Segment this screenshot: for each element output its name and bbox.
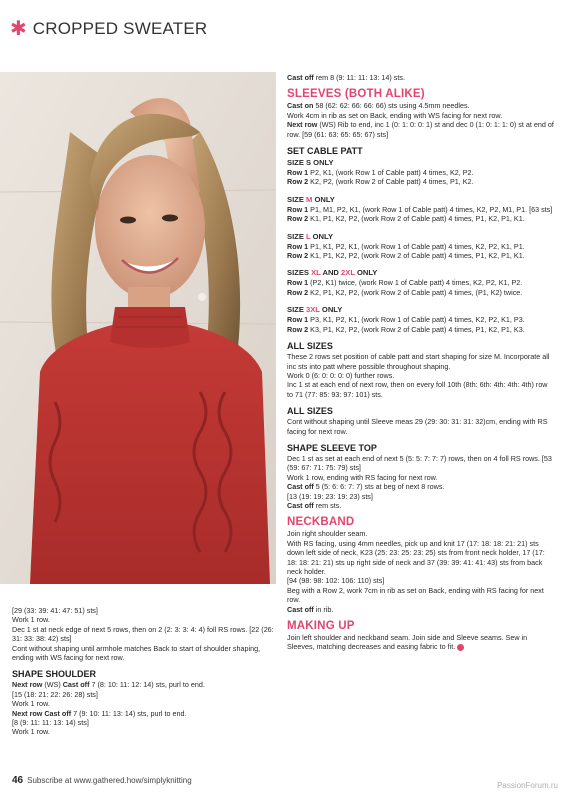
text-line: These 2 rows set position of cable patt and start shaping for size M. Incorporate all inc sts into patt where possible throughout shaping. [287, 352, 550, 371]
text-line: Row 1 P1, K1, P2, K1, (work Row 1 of Cable patt) 4 times, K2, P2, K1, P1. [287, 241, 525, 251]
text-line: Cast off rem sts. [287, 500, 342, 510]
shape-shoulder-heading: SHAPE SHOULDER [12, 669, 97, 680]
text-line: [29 (33: 39: 41: 47: 51) sts] [12, 606, 98, 615]
watermark: PassionForum.ru [497, 781, 558, 790]
text-line: Inc 1 st at each end of next row, then on every foll 10th (8th: 6th: 4th: 4th: 4th) row to 71 (77: 85: 93: 97: 101) sts. [287, 380, 548, 399]
text-line: Row 2 K3, P1, K2, P2, (work Row 2 of Cable patt) 4 times, P1, K2, P1, K3. [287, 324, 525, 334]
text-line: Beg with a Row 2, work 7cm in rib as set on Back, ending with RS facing for next row. [287, 585, 544, 605]
text-line: Dec 1 st as set at each end of next 5 (5: 5: 7: 7: 7) rows, then on 4 foll RS rows. [53 (59: 67: 71: 75: 79) sts] [287, 453, 552, 473]
text-line: Cont without shaping until Sleeve meas 29 (29: 30: 31: 31: 32)cm, ending with RS facing for next row. [287, 417, 548, 436]
text-line: Cast off in rib. [287, 604, 334, 614]
text-line: Cont without shaping until armhole matches Back to start of shoulder shaping, ending with WS facing for next row. [12, 643, 261, 663]
text-line: Join left shoulder and neckband seam. Join side and Sleeve seams. Sew in Sleeves, matching decreases and easing fabric to fit. [287, 633, 528, 652]
text-line: Row 2 K2, P2, (work Row 2 of Cable patt) 4 times, P1, K2. [287, 177, 474, 187]
text-line: Row 1 P2, K1, (work Row 1 of Cable patt) 4 times, K2, P2. [287, 168, 474, 178]
text-line: Work 1 row. [12, 615, 50, 625]
text-line: [8 (9: 11: 11: 13: 14) sts] [12, 718, 89, 728]
text-line: Cast on 58 (62: 62: 66: 66: 66) sts using 4.5mm needles. [287, 101, 470, 111]
text-line: [15 (18: 21: 22: 26: 28) sts] [12, 689, 98, 699]
text-line: Work 1 row. [12, 699, 50, 709]
text-line: Next row (WS) Rib to end, inc 1 (0: 1: 0: 0: 1) st and dec 0 (1: 0: 1: 1: 0) st at end of row. [59 (61: 63: 65: 65: 67) sts] [287, 120, 554, 139]
size-xl-heading: SIZES XL AND 2XL ONLY [287, 268, 378, 278]
asterisk-icon: ✱ [10, 18, 27, 40]
right-column [287, 73, 555, 652]
page-title: CROPPED SWEATER [32, 19, 208, 38]
text-line: Row 1 (P2, K1) twice, (work Row 1 of Cable patt) 4 times, K2, P2, K1, P2. [287, 278, 523, 288]
text-line: Next row Cast off 7 (9: 10: 11: 13: 14) sts, purl to end. [12, 708, 187, 718]
page-footer [12, 775, 192, 786]
model-photo [0, 72, 276, 584]
text-line: Work 4cm in rib as set on Back, ending with WS facing for next row. [287, 110, 503, 120]
yarn-ball-icon [457, 644, 464, 651]
text-line: Work 1 row, ending with RS facing for next row. [287, 472, 438, 482]
text-line: Row 1 P1, M1, P2, K1, (work Row 1 of Cable patt) 4 times, K2, P2, M1, P1. [63 sts] [287, 204, 553, 214]
shape-sleeve-top-heading: SHAPE SLEEVE TOP [287, 442, 377, 453]
all-sizes-heading: ALL SIZES [287, 406, 333, 417]
text-line: Row 2 K1, P1, K2, P2, (work Row 2 of Cable patt) 4 times, P1, K2, P1, K1. [287, 251, 525, 261]
text-line: Row 1 P3, K1, P2, K1, (work Row 1 of Cable patt) 4 times, K2, P2, K1, P3. [287, 315, 525, 325]
text-line: Work 1 row. [12, 727, 50, 737]
text-line: Work 0 (6: 0: 0: 0: 0) further rows. [287, 370, 395, 380]
text-line: With RS facing, using 4mm needles, pick up and knit 17 (17: 18: 18: 21: 21) sts down left side of neck, K23 (25: 23: 25: 23: 25) sts from front neck holder, 17 (17: 18: 18: 21: 21) sts up right side of neck and 37 (39: 39: 41: 41: 43) sts from back neck holder. [287, 538, 545, 576]
text-line: Join right shoulder seam. [287, 529, 368, 539]
text-line: Cast off 5 (5: 6: 6: 7: 7) sts at beg of next 8 rows. [287, 482, 445, 492]
text-line: Next row (WS) Cast off 7 (8: 10: 11: 12: 14) sts, purl to end. [12, 680, 205, 690]
left-column [12, 606, 274, 737]
text-line: [94 (98: 98: 102: 106: 110) sts] [287, 576, 385, 586]
text-line: [13 (19: 19: 23: 19: 23) sts] [287, 491, 373, 501]
making-up-heading: MAKING UP [287, 620, 355, 633]
cable-heading: SET CABLE PATT [287, 146, 363, 157]
size-3xl-heading: SIZE 3XL ONLY [287, 305, 343, 315]
footer-subscribe-link[interactable]: Subscribe at www.gathered.how/simplyknitting [27, 776, 192, 785]
size-l-heading: SIZE L ONLY [287, 231, 334, 241]
text-line: Cast off rem 8 (9: 11: 11: 13: 14) sts. [287, 73, 405, 82]
text-line: Row 2 K2, P1, K2, P2, (work Row 2 of Cable patt) 4 times, (P1, K2) twice. [287, 287, 523, 297]
page-number: 46 [12, 775, 24, 786]
neckband-heading: NECKBAND [287, 516, 355, 529]
sleeves-heading: SLEEVES (BOTH ALIKE) [287, 88, 425, 101]
text-line: Dec 1 st at neck edge of next 5 rows, then on 2 (2: 3: 3: 4: 4) foll RS rows. [22 (26: 31: 33: 38: 42) sts] [12, 624, 274, 644]
size-m-heading: SIZE M ONLY [287, 194, 335, 204]
page-header [10, 18, 207, 40]
all-sizes-heading: ALL SIZES [287, 341, 333, 352]
size-s-heading: SIZE S ONLY [287, 158, 334, 168]
text-line: Row 2 K1, P1, K2, P2, (work Row 2 of Cable patt) 4 times, P1, K2, P1, K1. [287, 214, 525, 224]
